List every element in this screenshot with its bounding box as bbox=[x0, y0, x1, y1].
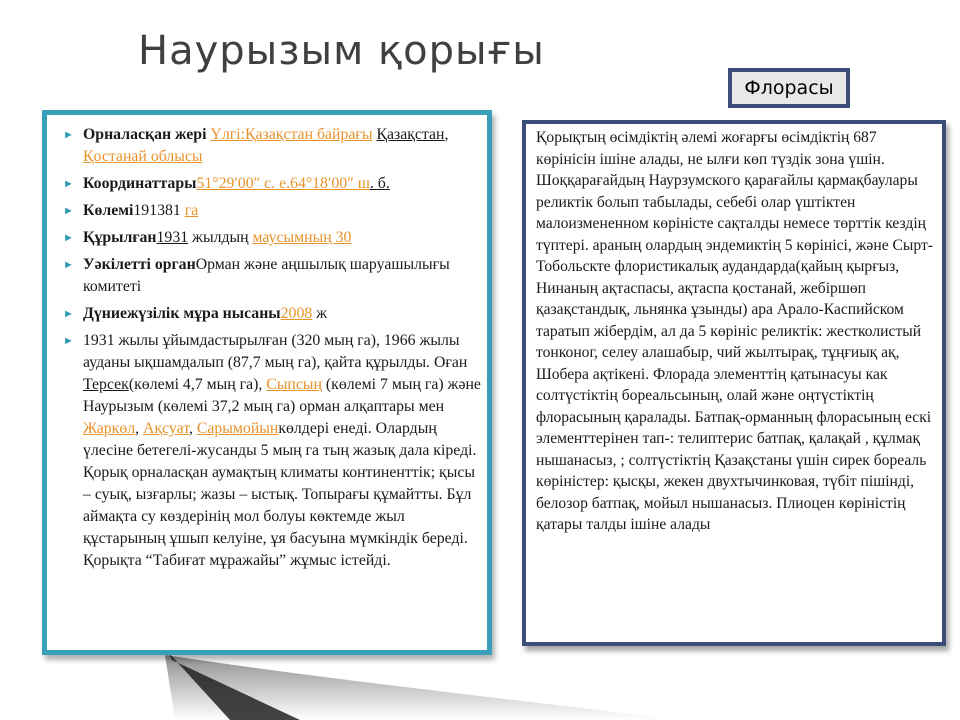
description-text-2: (көлемі 4,7 мың га), bbox=[128, 376, 267, 393]
bullet-arrow-icon: ► bbox=[63, 129, 74, 141]
description-text-6: көлдері енеді. Олардың үлесіне бетегелі-жусанды 5 мың га тың жазық дала кіреді. Қорық орналасқан аумақтың климаты континенттік; қысы – суық, ызғарлы; жазы – ыстық. Топырағы құмайтты. Бұл аймақта су көздерінің мол болуы көктемде жыл құстарының ұшып келуіне, ұя басуына мүмкіндік береді. Қорықта “Табиғат мұражайы” жұмыс істейді. bbox=[83, 420, 477, 569]
bullet-arrow-icon: ► bbox=[63, 232, 74, 244]
coordinates-label: Координаттары bbox=[83, 175, 197, 192]
latitude-link[interactable]: 51°29′00″ с. е. bbox=[196, 175, 291, 192]
description-text-4: , bbox=[135, 420, 144, 437]
june-30-link[interactable]: маусымның 30 bbox=[252, 229, 352, 246]
description-text-3: (көлемі 7 мың га) және Наурызым (көлемі 37,2 мың га) орман алқаптары мен bbox=[83, 376, 481, 415]
description-text-5: , bbox=[188, 420, 197, 437]
list-item-heritage bbox=[63, 303, 485, 325]
location-label: Орналасқан жері bbox=[83, 126, 207, 143]
page-title: Наурызым қорығы bbox=[138, 28, 545, 74]
kostanay-region-link[interactable]: Қостанай облысы bbox=[83, 148, 203, 165]
location-separator: , bbox=[444, 126, 449, 143]
authority-value: Орман және аңшылық шаруашылығы комитеті bbox=[83, 256, 450, 295]
reserve-info-panel bbox=[42, 110, 492, 655]
tersek-link[interactable]: Терсек bbox=[83, 376, 129, 393]
kazakhstan-link[interactable]: Қазақстан bbox=[376, 126, 445, 143]
info-list bbox=[63, 124, 485, 577]
sarymoyyn-link[interactable]: Сарымойын bbox=[196, 420, 279, 437]
year-1931-link[interactable]: 1931 bbox=[156, 229, 189, 246]
sypsyn-link[interactable]: Сыпсың bbox=[266, 376, 322, 393]
heritage-tail: ж bbox=[312, 305, 328, 322]
bullet-arrow-icon: ► bbox=[63, 205, 74, 217]
bullet-arrow-icon: ► bbox=[63, 308, 74, 320]
coordinates-tail: . б. bbox=[369, 175, 390, 192]
flora-description: Қорықтың өсімдіктің әлемі жоғарғы өсімдіктің 687 көрінісін ішіне алады, не ылғи көп түздік зона үшін. Шоққарағайдың Наурзумского қарағайлы қармақбаулары реликтік болып табылады, себебі олар үштіктен малоизмененном көріністе сақталды немесе төрттік кездің түптері. араның олардың эндемиктің 5 көрінісі, және Сырт-Тобольскте флористикалық аудандарда(қайың қырғыз, Нинаның ақтаспасы, ақтаспа қостанай, жебіршөп қазақстандық, льнянка ұзынды) ара Арало-Каспийском таратып жібердім, ал да 5 көрініс реликтік: жестколистый тонконог, селеу алашабыр, чий жылтырақ, тұңғиық ақ, Шобера ақтікені. Флорада элементтің қатынасуы как солтүстіктің бореальсының, олай және оңтүстіктің флорасының қаралады. Батпақ-орманның флорасының ескі элементтерінен тап-: телиптерис батпақ, қалақай , құлмақ нышанасыз, ; солтүстіктің Қазақстаны үшін сирек бореаль көріністер: қысқы, жекен двухтычинковая, түбіт пішінді, белозор батпақ, мойыл нышанасыз. Плиоцен көріністің қатары талды ішіне алады bbox=[536, 129, 933, 533]
list-item-authority bbox=[63, 254, 485, 298]
hectare-link[interactable]: га bbox=[184, 202, 199, 219]
founded-label: Құрылған bbox=[83, 229, 157, 246]
flag-template-link[interactable]: Үлгі:Қазақстан байрағы bbox=[210, 126, 373, 143]
bullet-arrow-icon: ► bbox=[63, 259, 74, 271]
bullet-arrow-icon: ► bbox=[63, 335, 74, 347]
founded-text: жылдың bbox=[188, 229, 253, 246]
zharkol-link[interactable]: Жаркөл bbox=[83, 420, 136, 437]
bullet-arrow-icon: ► bbox=[63, 178, 74, 190]
list-item-area bbox=[63, 200, 485, 222]
flora-panel bbox=[522, 120, 946, 646]
list-item-description bbox=[63, 330, 485, 572]
heritage-label: Дүниежүзілік мұра нысаны bbox=[83, 305, 281, 322]
authority-label: Уәкілетті орган bbox=[83, 256, 196, 273]
list-item-location bbox=[63, 124, 485, 168]
longitude-link[interactable]: 64°18′00″ ш bbox=[290, 175, 370, 192]
area-value: 191381 bbox=[133, 202, 185, 219]
flora-tag: Флорасы bbox=[728, 68, 850, 108]
aksuat-link[interactable]: Ақсуат bbox=[143, 420, 189, 437]
list-item-coordinates bbox=[63, 173, 485, 195]
description-text-1: 1931 жылы ұйымдастырылған (320 мың га), 1966 жылы ауданы ықшамдалып (87,7 мың га), қайта құрылды. Оған bbox=[83, 332, 468, 371]
year-2008-link[interactable]: 2008 bbox=[280, 305, 313, 322]
list-item-founded bbox=[63, 227, 485, 249]
area-label: Көлемі bbox=[83, 202, 134, 219]
